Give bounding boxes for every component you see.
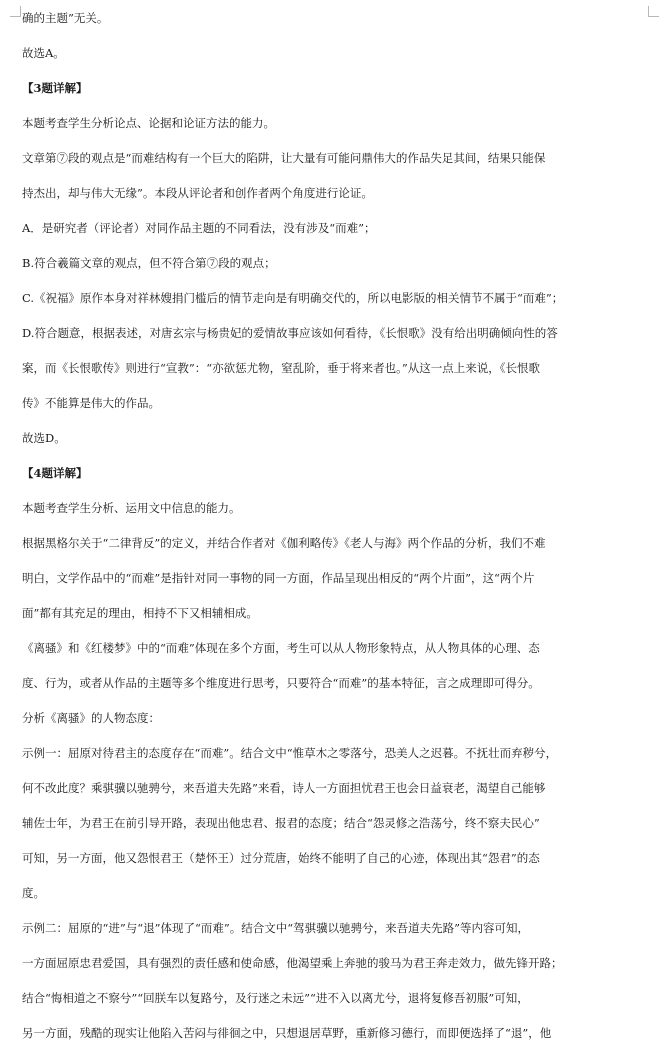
text-line: 传》不能算是伟大的作品。 bbox=[22, 396, 160, 410]
text-line: 度。 bbox=[22, 886, 45, 900]
text-line: 确的主题”无关。 bbox=[22, 11, 109, 25]
text-line: 持杰出，却与伟大无缘”。本段从评论者和创作者两个角度进行论证。 bbox=[22, 186, 373, 200]
text-line: C.《祝福》原作本身对祥林嫂捐门槛后的情节走向是有明确交代的，所以电影版的相关情节不属于“而难”； bbox=[22, 291, 564, 305]
text-line: 可知，另一方面，他又怨恨君王（楚怀王）过分荒唐，始终不能明了自己的心迹，体现出其“怨君”的态 bbox=[22, 851, 540, 865]
document-body bbox=[22, 10, 648, 1041]
text-line: 度、行为，或者从作品的主题等多个维度进行思考，只要符合“而难”的基本特征，言之成理即可得分。 bbox=[22, 676, 540, 690]
text-line: 示例二：屈原的“进”与“退”体现了“而难”。结合文中“驾骐骥以驰骋兮，来吾道夫先路”等内容可知， bbox=[22, 921, 530, 935]
text-line: B.符合羲篇文章的观点，但不符合第⑦段的观点； bbox=[22, 256, 276, 270]
text-line: 文章第⑦段的观点是“而难结构有一个巨大的陷阱，让大量有可能问鼎伟大的作品失足其间，结果只能保 bbox=[22, 151, 546, 165]
text-line: 面”都有其充足的理由，相持不下又相辅相成。 bbox=[22, 606, 258, 620]
text-line: 故选D。 bbox=[22, 431, 66, 445]
text-line: 一方面屈原忠君爱国，具有强烈的责任感和使命感，他渴望乘上奔驰的骏马为君王奔走效力，做先锋开路； bbox=[22, 956, 563, 970]
section-heading: 【3题详解】 bbox=[22, 81, 88, 95]
text-line: 另一方面，残酷的现实让他陷入苦闷与徘徊之中，只想退居草野，重新修习德行，而即便选择了“退”，他 bbox=[22, 1026, 552, 1040]
text-line: 本题考查学生分析论点、论据和论证方法的能力。 bbox=[22, 116, 275, 130]
text-line: 本题考查学生分析、运用文中信息的能力。 bbox=[22, 501, 241, 515]
text-line: 辅佐士年，为君王在前引导开路，表现出他忠君、报君的态度；结合“怨灵修之浩荡兮，终不察夫民心” bbox=[22, 816, 540, 830]
page-corner-mark bbox=[648, 6, 659, 17]
text-line: 根据黑格尔关于“二律背反”的定义，并结合作者对《伽利略传》《老人与海》两个作品的分析，我们不难 bbox=[22, 536, 546, 550]
text-line: 明白，文学作品中的“而难”是指针对同一事物的同一方面，作品呈现出相反的“两个片面”，这“两个片 bbox=[22, 571, 535, 585]
text-line: 何不改此度？乘骐骥以驰骋兮，来吾道夫先路”来看，诗人一方面担忧君王也会日益衰老，渴望自己能够 bbox=[22, 781, 546, 795]
text-line: 故选A。 bbox=[22, 46, 65, 60]
text-line: 结合“悔相道之不察兮”“回朕车以复路兮，及行迷之未远”“进不入以离尤兮，退将复修吾初服”可知， bbox=[22, 991, 529, 1005]
text-line: 《离骚》和《红楼梦》中的“而难”体现在多个方面，考生可以从人物形象特点，从人物具体的心理、态 bbox=[22, 641, 540, 655]
text-line: A．是研究者（评论者）对同作品主题的不同看法，没有涉及“而难”； bbox=[22, 221, 376, 235]
section-heading: 【4题详解】 bbox=[22, 466, 88, 480]
text-line: 分析《离骚》的人物态度： bbox=[22, 711, 160, 725]
text-line: D.符合题意，根据表述，对唐玄宗与杨贵妃的爱情故事应该如何看待，《长恨歌》没有给出明确倾向性的答 bbox=[22, 326, 558, 340]
text-line: 示例一：屈原对待君主的态度存在“而难”。结合文中“惟草木之零落兮，恐美人之迟暮。不抚壮而弃秽兮， bbox=[22, 746, 558, 760]
page-corner-mark bbox=[10, 6, 21, 17]
text-line: 案，而《长恨歌传》则进行“宣教”：“亦欲惩尤物，窒乱阶，垂于将来者也。”从这一点上来说，《长恨歌 bbox=[22, 361, 541, 375]
